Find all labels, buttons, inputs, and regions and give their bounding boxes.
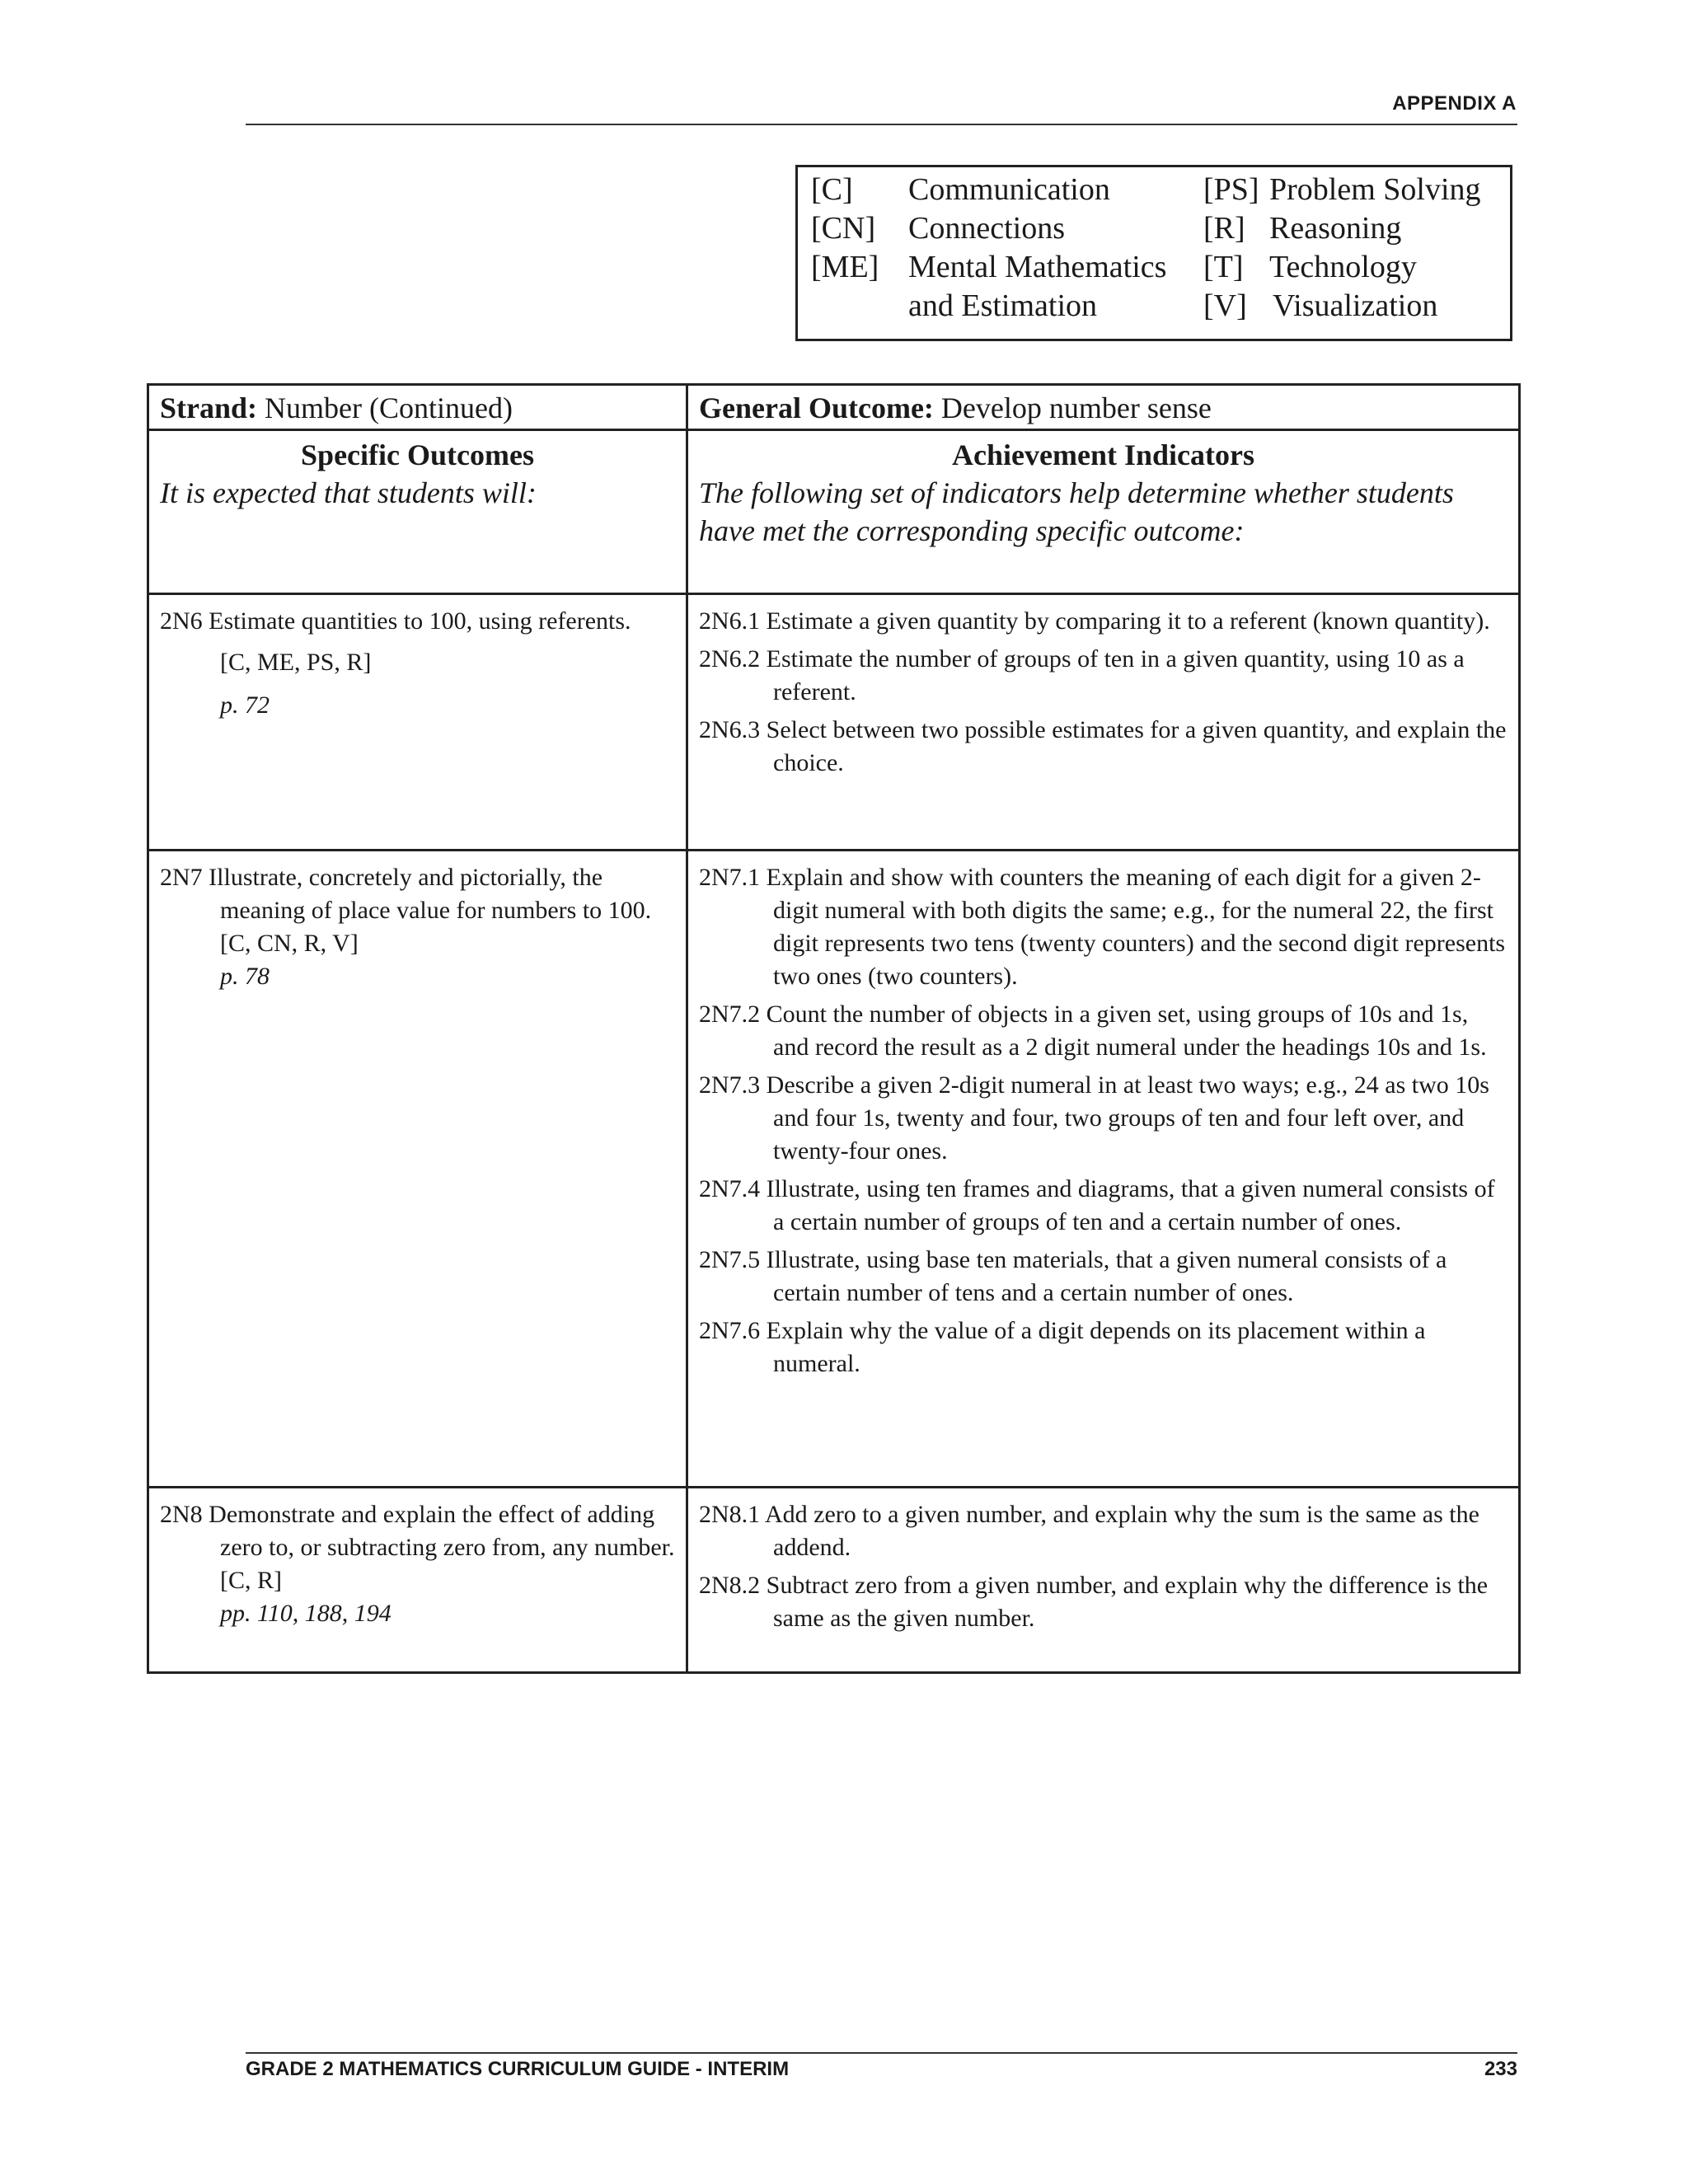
legend-term: Problem Solving xyxy=(1269,172,1481,207)
indicator-item: 2N8.2 Subtract zero from a given number, and explain why the difference is the same as the given number. xyxy=(699,1572,1489,1632)
legend-code: [CN] xyxy=(811,211,876,246)
outcome-page-ref: p. 72 xyxy=(220,691,270,719)
outcome-row-2n8 xyxy=(148,1488,1520,1673)
heading-row xyxy=(148,430,1520,594)
strand-value: Number (Continued) xyxy=(265,391,513,424)
general-outcome-cell xyxy=(687,385,1520,430)
header-rule xyxy=(246,124,1517,125)
legend-code: [T] xyxy=(1203,250,1244,284)
outcome-row-2n6 xyxy=(148,594,1520,851)
strand-row xyxy=(148,385,1520,430)
legend-term: Communication xyxy=(908,172,1110,207)
specific-outcomes-subheading: It is expected that students will: xyxy=(160,476,537,509)
legend-term: Visualization xyxy=(1273,288,1438,323)
outcome-codes: [C, R] xyxy=(220,1567,282,1594)
indicator-item: 2N7.6 Explain why the value of a digit depends on its placement within a numeral. xyxy=(699,1317,1426,1377)
indicators-cell xyxy=(687,851,1520,1488)
outcome-row-2n7 xyxy=(148,851,1520,1488)
outcomes-table xyxy=(147,383,1521,1674)
outcome-codes: [C, CN, R, V] xyxy=(220,930,359,957)
specific-outcomes-heading: Specific Outcomes xyxy=(301,438,534,471)
legend-code: [R] xyxy=(1203,211,1245,246)
specific-outcome-cell xyxy=(148,1488,687,1673)
achievement-indicators-heading: Achievement Indicators xyxy=(952,438,1254,471)
legend-code: [ME] xyxy=(811,250,879,284)
indicator-item: 2N7.3 Describe a given 2-digit numeral in at least two ways; e.g., 24 as two 10s and four 1s, twenty and four, two groups of ten and four left over, and twenty-four ones. xyxy=(699,1071,1489,1165)
specific-outcome-cell xyxy=(148,594,687,851)
process-legend xyxy=(795,165,1512,341)
legend-term: Technology xyxy=(1269,250,1417,284)
legend-term: Reasoning xyxy=(1269,211,1402,246)
indicator-item: 2N8.1 Add zero to a given number, and explain why the sum is the same as the addend. xyxy=(699,1501,1479,1561)
achievement-indicators-subheading: The following set of indicators help determine whether students have met the corresponding specific outcome: xyxy=(699,476,1454,547)
indicator-item: 2N7.5 Illustrate, using base ten materials, that a given numeral consists of a certain number of tens and a certain number of ones. xyxy=(699,1246,1447,1306)
outcome-text: 2N6 Estimate quantities to 100, using referents. xyxy=(160,607,631,635)
outcome-text: 2N7 Illustrate, concretely and pictorially, the meaning of place value for numbers to 100. xyxy=(160,864,652,924)
legend-code: [PS] xyxy=(1203,172,1259,207)
indicator-item: 2N6.1 Estimate a given quantity by comparing it to a referent (known quantity). xyxy=(699,607,1490,635)
legend-code: [V] xyxy=(1203,288,1247,323)
strand-label: Strand: xyxy=(160,391,258,424)
specific-outcomes-heading-cell xyxy=(148,430,687,594)
outcome-text: 2N8 Demonstrate and explain the effect of adding zero to, or subtracting zero from, any number. xyxy=(160,1501,675,1561)
strand-cell xyxy=(148,385,687,430)
indicators-cell xyxy=(687,594,1520,851)
indicator-item: 2N6.2 Estimate the number of groups of ten in a given quantity, using 10 as a referent. xyxy=(699,645,1465,705)
legend-term: and Estimation xyxy=(908,288,1098,323)
general-outcome-label: General Outcome: xyxy=(699,391,934,424)
indicator-item: 2N7.1 Explain and show with counters the meaning of each digit for a given 2-digit numeral with both digits the same; e.g., for the numeral 22, the first digit represents two tens (twenty counters) and the second digit represents two ones (two counters). xyxy=(699,864,1506,990)
legend-term: Mental Mathematics xyxy=(908,250,1167,284)
legend-code: [C] xyxy=(811,172,853,207)
legend-term: Connections xyxy=(908,211,1065,246)
outcome-page-ref: p. 78 xyxy=(220,963,270,990)
appendix-label: APPENDIX A xyxy=(1392,92,1517,115)
outcome-codes: [C, ME, PS, R] xyxy=(220,649,372,676)
specific-outcome-cell xyxy=(148,851,687,1488)
footer-rule xyxy=(246,2052,1517,2054)
page-number: 233 xyxy=(1484,2058,1517,2080)
indicator-item: 2N7.4 Illustrate, using ten frames and diagrams, that a given numeral consists of a certain number of groups of ten and a certain number of ones. xyxy=(699,1175,1495,1235)
indicator-item: 2N7.2 Count the number of objects in a given set, using groups of 10s and 1s, and record the result as a 2 digit numeral under the headings 10s and 1s. xyxy=(699,1001,1487,1061)
outcome-page-ref: pp. 110, 188, 194 xyxy=(220,1600,392,1627)
achievement-indicators-heading-cell xyxy=(687,430,1520,594)
general-outcome-value: Develop number sense xyxy=(940,391,1212,424)
footer-title: GRADE 2 MATHEMATICS CURRICULUM GUIDE - INTERIM xyxy=(246,2058,790,2080)
indicator-item: 2N6.3 Select between two possible estimates for a given quantity, and explain the choice. xyxy=(699,716,1507,776)
indicators-cell xyxy=(687,1488,1520,1673)
